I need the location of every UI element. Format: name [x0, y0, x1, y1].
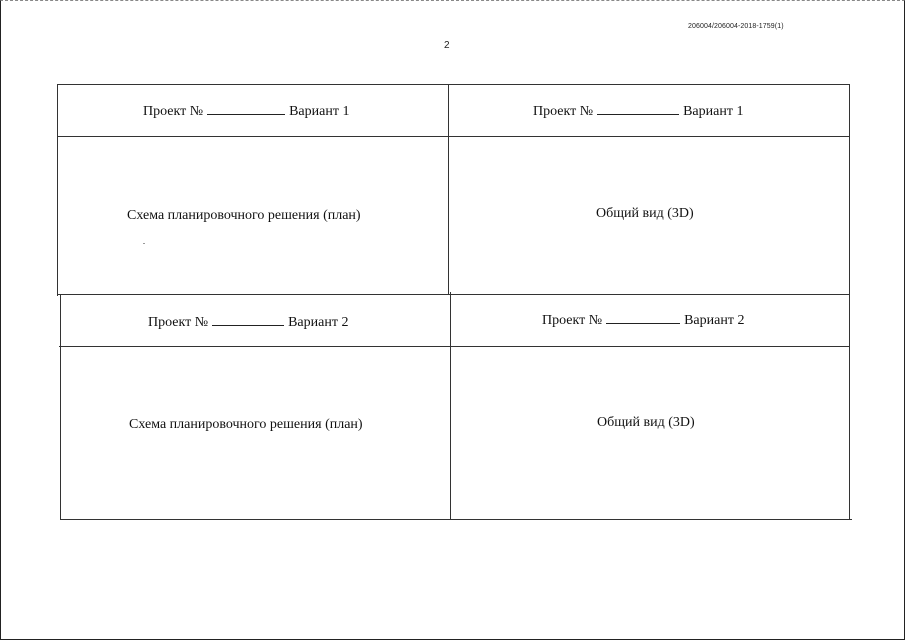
variant2-plan-cell-label: Схема планировочного решения (план)	[129, 417, 363, 432]
page-number: 2	[444, 40, 450, 51]
scan-speck	[143, 243, 145, 244]
variant-label: Вариант 1	[289, 104, 350, 119]
variant-label: Вариант 2	[684, 313, 745, 328]
project-number-label: Проект №	[542, 313, 603, 328]
variant1-right-header	[533, 102, 743, 120]
variant2-right-header	[542, 311, 744, 329]
project-number-blank	[207, 102, 285, 115]
variant2-3d-cell-label: Общий вид (3D)	[597, 415, 695, 430]
variant1-plan-cell-label: Схема планировочного решения (план)	[127, 208, 361, 223]
row-divider-2	[57, 294, 849, 295]
table-border-left	[57, 84, 58, 296]
row-divider-1	[57, 136, 849, 137]
variant-label: Вариант 2	[288, 315, 349, 330]
variant-label: Вариант 1	[683, 104, 744, 119]
variant1-3d-cell-label: Общий вид (3D)	[596, 206, 694, 221]
table-divider-center-lower	[450, 292, 451, 520]
row-divider-3	[59, 346, 849, 347]
project-variants-table	[57, 84, 849, 519]
document-id: 206004/206004-2018-1759(1)	[688, 23, 784, 30]
table-border-top	[57, 84, 849, 85]
variant1-left-header	[143, 102, 349, 120]
table-border-bottom	[60, 519, 852, 520]
project-number-blank	[212, 313, 284, 326]
project-number-blank	[597, 102, 679, 115]
project-number-label: Проект №	[148, 315, 209, 330]
table-border-right	[849, 84, 850, 520]
table-border-left-lower	[60, 294, 61, 520]
project-number-blank	[606, 311, 680, 324]
variant2-left-header	[148, 313, 348, 331]
project-number-label: Проект №	[533, 104, 594, 119]
project-number-label: Проект №	[143, 104, 204, 119]
table-divider-center	[448, 84, 449, 295]
